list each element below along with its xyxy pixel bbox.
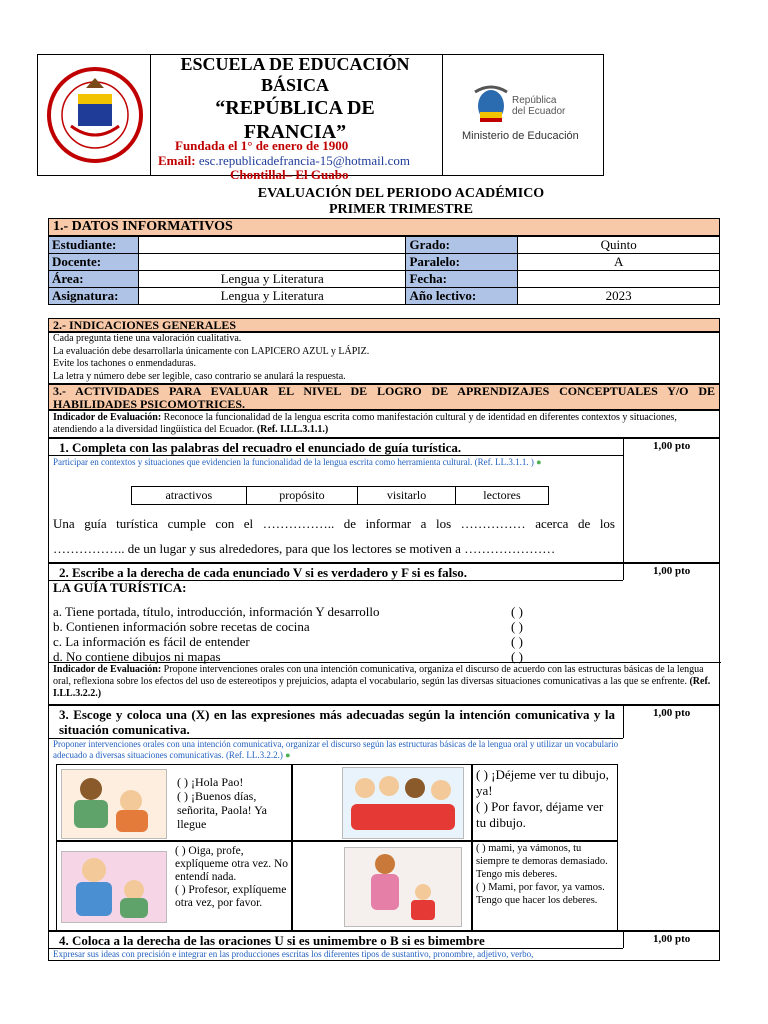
indicator-2-label: Indicador de Evaluación: <box>53 664 162 675</box>
datos-row <box>49 271 720 288</box>
indicator-1-ref: (Ref. I.LL.3.1.1.) <box>254 424 329 435</box>
question-2 <box>48 563 720 705</box>
indicator-1 <box>48 410 720 438</box>
q2-item-text: c. La información es fácil de entender <box>53 634 250 649</box>
indicacion-line: Evite los tachones o enmendaduras. <box>53 358 197 369</box>
q2-subheading: LA GUÍA TURÍSTICA: <box>53 580 187 595</box>
actividades-heading: 3.- ACTIVIDADES PARA EVALUAR EL NIVEL DE LOGRO DE APRENDIZAJES CONCEPTUALES Y/O DE HABILIDADES PSICOMOTRICES. <box>48 384 720 410</box>
indicaciones-heading: 2.- INDICACIONES GENERALES <box>48 318 720 332</box>
label-area: Área: <box>49 271 139 288</box>
indicator-1-label: Indicador de Evaluación: <box>53 412 162 423</box>
indicator-2 <box>49 662 721 701</box>
q2-points: 1,00 pto <box>653 565 691 577</box>
ministry-name: Ministerio de Educación <box>462 130 579 142</box>
indicator-2-text: Propone intervenciones orales con una intención comunicativa, organiza el discurso de acuerdo con las estructuras básicas de la lengua oral, reflexiona sobre los efectos del uso de estereotipos y prejuicios, adapta el vocabulario, según las diversas situaciones comunicativas a las que se enfrente. <box>53 664 704 687</box>
info-icon: ● <box>285 750 291 760</box>
email-link[interactable]: esc.republicadefrancia-15@hotmail.com <box>198 153 411 168</box>
question-4 <box>48 931 720 961</box>
exam-subtitle: PRIMER TRIMESTRE <box>328 202 474 217</box>
field-fecha[interactable] <box>518 271 720 288</box>
word-bank-item: lectores <box>455 487 548 505</box>
q2-item <box>53 604 573 619</box>
q3-option[interactable]: ( ) ¡Hola Pao! <box>177 775 244 789</box>
illustration-teacher-student <box>61 769 167 839</box>
school-name <box>150 54 440 144</box>
q3-note <box>53 739 619 761</box>
q2-item-text: b. Contienen información sobre recetas de cocina <box>53 619 310 634</box>
exam-title: EVALUACIÓN DEL PERIODO ACADÉMICO <box>257 186 545 201</box>
q2-item <box>53 634 573 649</box>
q3-cell-2-image <box>291 764 473 842</box>
q4-title: 4. Coloca a la derecha de las oraciones U si es unimembre o B si es bimembre <box>59 933 485 948</box>
word-bank <box>131 486 549 505</box>
label-fecha: Fecha: <box>406 271 518 288</box>
label-docente: Docente: <box>49 254 139 271</box>
field-grado[interactable]: Quinto <box>518 237 720 254</box>
q2-answer-box[interactable]: ( ) <box>511 619 523 634</box>
q1-sentence-line-1[interactable]: Una guía turística cumple con el …………….. de informar a los …………… acerca de los <box>53 516 615 531</box>
q3-cell-1-options <box>177 775 287 831</box>
word-bank-item: visitarlo <box>358 487 456 505</box>
q1-points: 1,00 pto <box>653 440 691 452</box>
label-ano-lectivo: Año lectivo: <box>406 288 518 305</box>
label-paralelo: Paralelo: <box>406 254 518 271</box>
q4-points: 1,00 pto <box>653 933 691 945</box>
ecuador-coat-of-arms-icon <box>471 82 511 126</box>
q2-answer-box[interactable]: ( ) <box>511 604 523 619</box>
indicaciones-body <box>48 332 720 384</box>
q3-note-text: Proponer intervenciones orales con una intención comunicativa, organizar el discurso según las estructuras básicas de la lengua oral y utilizar un vocabulario adecuado a diversas situaciones comunicativas. (Ref. LL.3.2.2.) <box>53 739 619 760</box>
school-line-2: BÁSICA <box>260 75 330 95</box>
datos-heading: 1.- DATOS INFORMATIVOS <box>48 218 720 236</box>
label-grado: Grado: <box>406 237 518 254</box>
label-asignatura: Asignatura: <box>49 288 139 305</box>
field-paralelo[interactable]: A <box>518 254 720 271</box>
town: Chontillal– El Guabo <box>230 167 349 182</box>
datos-row <box>49 254 720 271</box>
field-area[interactable]: Lengua y Literatura <box>138 271 406 288</box>
q2-answer-box[interactable]: ( ) <box>511 649 523 664</box>
q1-sentence-line-2[interactable]: …………….. de un lugar y sus alrededores, para que los lectores se motiven a ………………… <box>53 541 556 556</box>
datos-row <box>49 237 720 254</box>
school-line-1: ESCUELA DE EDUCACIÓN <box>180 54 410 74</box>
school-line-4: FRANCIA” <box>243 121 347 143</box>
field-docente[interactable] <box>138 254 406 271</box>
word-bank-item: atractivos <box>132 487 247 505</box>
q3-title: 3. Escoge y coloca una (X) en las expresiones más adecuadas según la intención comunicativa y la situación comunicativa. <box>59 707 615 737</box>
datos-table <box>48 236 720 305</box>
q3-points: 1,00 pto <box>653 707 691 719</box>
q2-title: 2. Escribe a la derecha de cada enunciado V si es verdadero y F si es falso. <box>59 565 468 580</box>
q3-option[interactable]: ( ) Mami, por favor, ya vamos. Tengo que hacer los deberes. <box>476 882 605 906</box>
indicator-1-text: Reconoce la funcionalidad de la lengua escrita como manifestación cultural y de identidad en diferentes contextos y situaciones, atendiendo a la diversidad lingüística del Ecuador. <box>53 412 677 435</box>
field-asignatura[interactable]: Lengua y Literatura <box>138 288 406 305</box>
illustration-mother-shopping <box>344 847 462 927</box>
q2-answer-box[interactable]: ( ) <box>511 634 523 649</box>
q3-option[interactable]: ( ) ¡Buenos días, señorita, Paola! Ya llegue <box>177 789 267 831</box>
illustration-children-drawing <box>342 767 464 839</box>
question-1 <box>48 438 720 563</box>
field-estudiante[interactable] <box>138 237 406 254</box>
q1-note-text: Participar en contextos y situaciones que evidencien la funcionalidad de la lengua escrita como herramienta cultural. (Ref. LL.3.1.1. ) <box>53 457 534 467</box>
q3-cell-2-options <box>476 767 612 831</box>
ministry-country-2: del Ecuador <box>512 106 566 117</box>
q3-cell-3-options <box>175 845 289 910</box>
indicacion-line: La letra y número debe ser legible, caso contrario se anulará la respuesta. <box>53 370 346 382</box>
q1-note <box>53 457 619 468</box>
email-label: Email: <box>158 153 196 168</box>
founded-date: Fundada el 1° de enero de 1900 <box>175 138 349 153</box>
q2-item <box>53 619 573 634</box>
datos-row <box>49 288 720 305</box>
illustration-teacher-explaining <box>61 851 167 923</box>
q4-note: Expresar sus ideas con precisión e integrar en las producciones escritas los diferentes tipos de sustantivo, pronombre, adjetivo, verbo, <box>53 949 534 959</box>
school-seal-logo <box>46 66 144 164</box>
q3-option[interactable]: ( ) ¡Déjeme ver tu dibujo, ya! <box>476 767 609 798</box>
indicacion-line: La evaluación debe desarrollarla únicamente con LAPICERO AZUL y LÁPIZ. <box>53 345 370 357</box>
school-line-3: “REPÚBLICA DE <box>215 97 375 119</box>
q1-title: 1. Completa con las palabras del recuadro el enunciado de guía turística. <box>59 440 462 455</box>
q3-cell-1 <box>56 764 293 842</box>
q3-cell-3 <box>56 840 293 932</box>
q3-cell-4 <box>471 840 618 932</box>
q3-option[interactable]: ( ) Oiga, profe, explíqueme otra vez. No entendí nada. <box>175 845 289 883</box>
word-bank-item: propósito <box>246 487 358 505</box>
q3-cell-4-options <box>476 842 612 907</box>
q2-item-text: d. No contiene dibujos ni mapas <box>53 649 221 664</box>
label-estudiante: Estudiante: <box>49 237 139 254</box>
ministry-country-1: República <box>512 95 557 106</box>
q2-item-text: a. Tiene portada, título, introducción, información Y desarrollo <box>53 604 380 619</box>
q3-option[interactable]: ( ) Por favor, déjame ver tu dibujo. <box>476 799 604 830</box>
indicator-2-ref: (Ref. I.LL.3.2.2.) <box>53 676 711 699</box>
q3-option[interactable]: ( ) Profesor, explíqueme otra vez, por favor. <box>175 884 287 909</box>
q3-cell-4-image <box>291 840 473 932</box>
q3-option[interactable]: ( ) mami, ya vámonos, tu siempre te demoras demasiado. Tengo mis deberes. <box>476 843 608 880</box>
q2-items <box>53 604 573 664</box>
info-icon: ● <box>536 457 542 467</box>
field-ano-lectivo[interactable]: 2023 <box>518 288 720 305</box>
q3-cell-2 <box>471 764 618 842</box>
indicacion-line: Cada pregunta tiene una valoración cualitativa. <box>53 333 242 344</box>
